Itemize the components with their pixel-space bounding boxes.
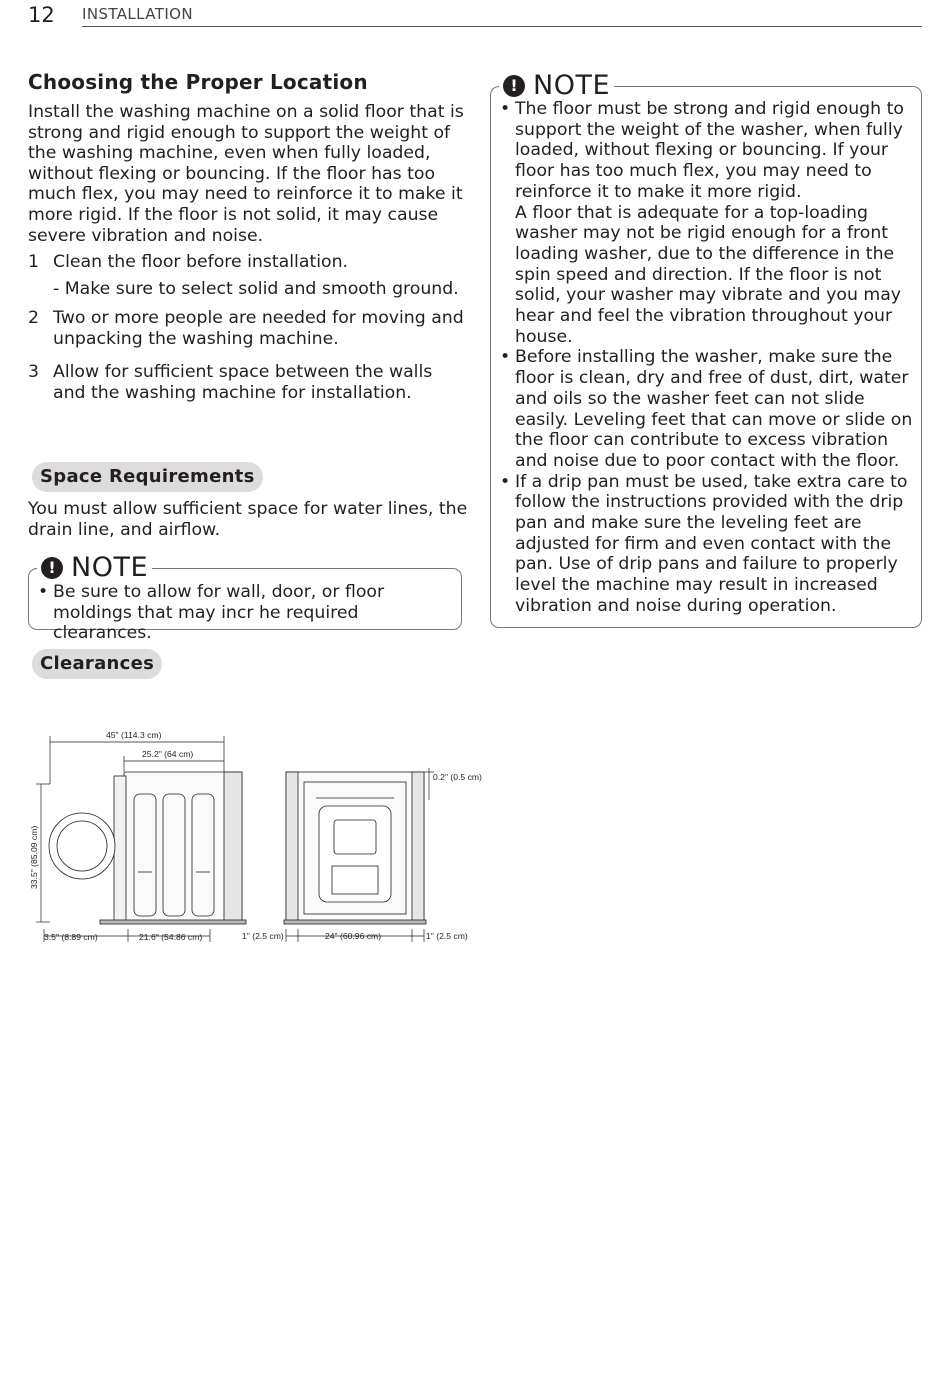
exclamation-icon: ! [41, 557, 63, 579]
space-note-header [37, 552, 152, 584]
step-item [28, 308, 468, 350]
main-note-header [499, 70, 614, 102]
space-requirements-text: You must allow sufficient space for water lines, the drain line, and airflow. [28, 499, 468, 540]
exclamation-icon: ! [503, 75, 525, 97]
step-item [28, 362, 468, 404]
note-bullet: • Before installing the washer, make sure the floor is clean, dry and free of dust, dirt, water and oils so the washer feet can not slide easily. Leveling feet that can move or slide on the floor can contribute to excess vibration and noise due to poor contact with the floor. [500, 347, 918, 471]
section-name: INSTALLATION [82, 5, 193, 23]
step-text: Clean the floor before installation. [53, 252, 349, 273]
main-note-box [490, 70, 922, 628]
dim-front-width: 24" (60.96 cm) [325, 931, 382, 941]
washer-front-view [284, 772, 426, 924]
dim-depth-door: 3.5" (8.89 cm) [44, 932, 98, 942]
note-bullet: • If a drip pan must be used, take extra care to follow the instructions provided with the drip pan and make sure the leveling feet are adjusted for firm and even contact with the pan. Use of drip pans and failure to properly level the machine may result in increased vibration and noise during operation. [500, 472, 918, 617]
dim-width-body: 25.2" (64 cm) [142, 749, 194, 759]
note-title: NOTE [71, 552, 149, 583]
note-bullet [500, 99, 918, 347]
dim-width-total: 45" (114.3 cm) [106, 730, 162, 740]
location-steps [28, 252, 468, 404]
space-note-box [28, 552, 462, 644]
clearances-diagram [26, 724, 496, 954]
location-title: Choosing the Proper Location [28, 70, 368, 94]
dim-top-gap: 0.2" (0.5 cm) [433, 772, 482, 782]
step-text: Two or more people are needed for moving and unpacking the washing machine. [53, 308, 464, 350]
step-text: Allow for sufficient space between the walls and the washing machine for installation. [53, 362, 433, 404]
dim-side-left: 1" (2.5 cm) [242, 931, 284, 941]
clearances-heading: Clearances [32, 649, 162, 679]
note-bullet: • Be sure to allow for wall, door, or floor moldings that may incr he required clearances. [38, 582, 458, 644]
step-number: 3 [28, 362, 39, 383]
note-title: NOTE [533, 70, 611, 101]
dim-height: 33.5" (85.09 cm) [29, 825, 39, 889]
dim-depth-body: 21.6" (54.86 cm) [139, 932, 203, 942]
dim-side-right: 1" (2.5 cm) [426, 931, 468, 941]
step-number: 1 [28, 252, 39, 273]
header-divider [82, 26, 922, 27]
location-section [28, 68, 468, 404]
space-requirements-heading: Space Requirements [32, 462, 263, 492]
step-number: 2 [28, 308, 39, 329]
page-header [28, 2, 922, 28]
note-bullet-extra: A floor that is adequate for a top-loading washer may not be rigid enough for a front loading washer, due to the difference in the spin speed and direction. If the floor is not solid, your washer may vibrate and you may hear and feel the vibration throughout your house. [515, 202, 902, 347]
main-note-list [500, 99, 918, 617]
page-number: 12 [28, 3, 55, 27]
note-bullet-text: • The floor must be strong and rigid enough to support the weight of the washer, when fully loaded, without flexing or bouncing. If your floor has too much flex, you may need to reinforce it to make it more rigid. [515, 99, 904, 202]
washer-side-view [49, 772, 246, 924]
location-intro: Install the washing machine on a solid floor that is strong and rigid enough to support the weight of the washing machine, even when fully loaded, without flexing or bouncing. If the floor has too much flex, you may need to reinforce it to make it more rigid. If the floor is not solid, it may cause severe vibration and noise. [28, 102, 464, 246]
step-subtext: - Make sure to select solid and smooth ground. [53, 279, 459, 300]
space-note-list [38, 582, 458, 644]
step-item [28, 252, 468, 300]
